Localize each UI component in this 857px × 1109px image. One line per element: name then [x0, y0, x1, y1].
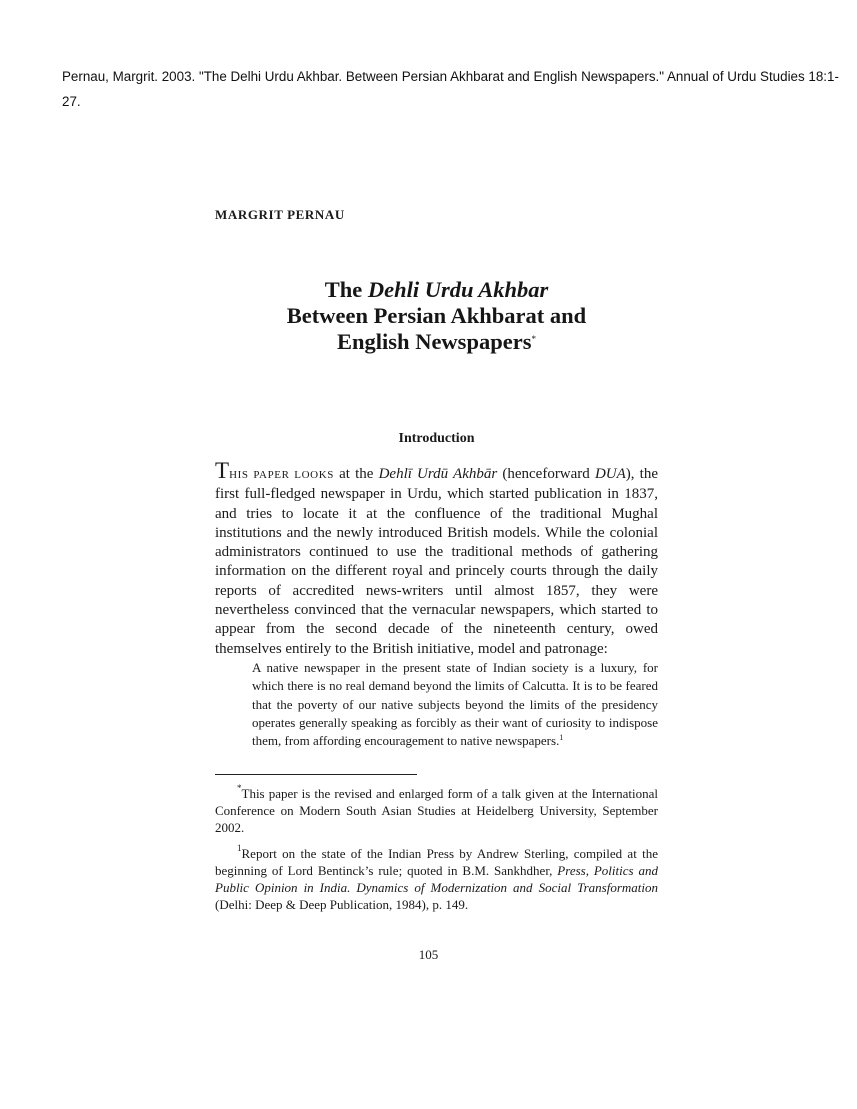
small-caps-lead: HIS PAPER LOOKS [229, 469, 334, 481]
footnote-divider [215, 774, 417, 775]
section-heading: Introduction [398, 431, 475, 446]
footnote-star: *This paper is the revised and enlarged form of a talk given at the International Conference on Modern South Asian Studies at Heidelberg University, September 2002. [215, 783, 658, 835]
footnote-1: $^1$Report on the state of the Indian Press by Andrew Sterling, compiled at the beginning of Lord Bentinck’s rule; quoted in B.M. Sankhdher, Press, Politics and Public Opinion in India. Dynamics of Modernization and Social Transformation (Delhi: Deep & Deep Publication, 1984), p. 149. [215, 843, 658, 912]
citation-header: Pernau, Margrit. 2003. "The Delhi Urdu Akhbar. Between Persian Akhbarat and English Newspapers." Annual of Urdu Studies 18:1-27. [62, 69, 839, 109]
drop-cap: T [215, 458, 230, 483]
newspaper-title: Dehlī Urdū Akhbār [378, 466, 498, 482]
abbreviation: DUA [594, 466, 626, 482]
intro-paragraph: THIS PAPER LOOKS at the Dehlī Urdū Akhbār (henceforward DUA), the first full-fledged newspaper in Urdu, which started publication in 1837, and tries to locate it at the confluence of the traditional Mughal institutions and the newly introduced British models. While the colonial administrators continued to use the traditional methods of gathering information on the different royal and princely courts through the daily reports of accredited news-writers until almost 1857, they were nevertheless convinced that the vernacular newspapers, which started to appear from the second decade of the nineteenth century, owed themselves entirely to the British initiative, model and patronage: [215, 458, 658, 657]
title-line-1: The Dehli Urdu Akhbar [324, 277, 549, 302]
quote-footnote-ref: 1 [559, 733, 564, 743]
title-footnote-mark: * [531, 334, 536, 344]
author-name: MARGRIT PERNAU [215, 207, 345, 222]
title-italic: Dehli Urdu Akhbar [367, 277, 549, 302]
block-quote: A native newspaper in the present state of Indian society is a luxury, for which there is no real demand beyond the limits of Calcutta. It is to be feared that the poverty of our native subjects beyond the limits of the presidency operates generally speaking as forcibly as their want of curiosity to indispose them, from affording encouragement to native newspapers.$^1$ [252, 660, 658, 749]
title-line-3: English Newspapers* [337, 329, 536, 354]
article-title [215, 277, 658, 355]
title-line-2: Between Persian Akhbarat and [286, 303, 587, 328]
book-title: Press, Politics and Public Opinion in India. Dynamics of Modernization and Social Transformation [215, 863, 658, 895]
page-number: 105 [418, 947, 439, 962]
